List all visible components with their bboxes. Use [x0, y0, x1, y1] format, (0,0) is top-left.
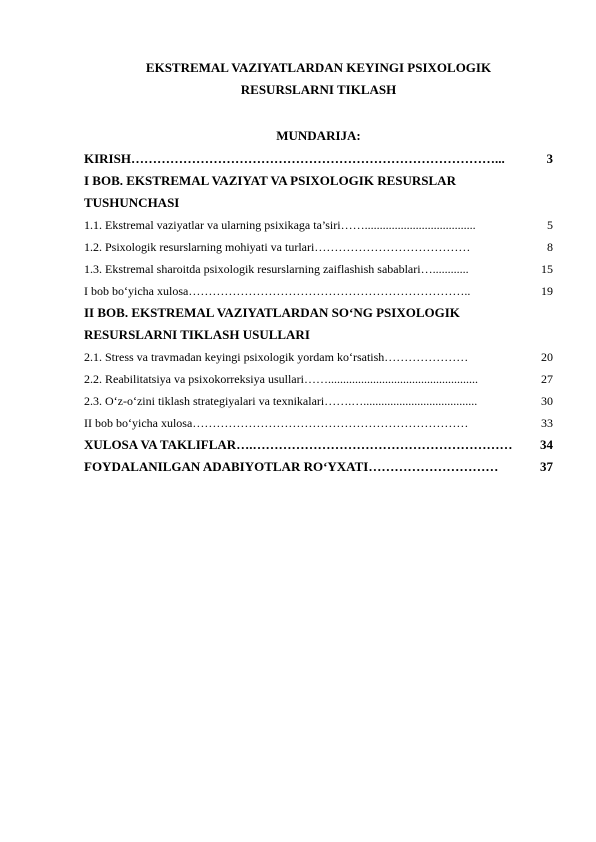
toc-entry-label: 2.3. O‘z-o‘zini tiklash strategiyalari va texnikalari [84, 394, 325, 408]
toc-entry-label: KIRISH [84, 151, 131, 166]
toc-entry-label: 1.3. Ekstremal sharoitda psixologik resurslarning zaiflashish sabablari [84, 262, 421, 276]
toc-entry-chapter-1-cont[interactable] [84, 192, 553, 214]
toc-entry-leader: …………………………………………………………… [192, 416, 469, 430]
toc-entry-label: 2.1. Stress va travmadan keyingi psixologik yordam ko‘rsatish [84, 350, 385, 364]
toc-entry-leader: ……..................................... [340, 218, 476, 232]
toc-entry-label: RESURSLARNI TIKLASH USULLARI [84, 327, 310, 342]
toc-entry-page: 5 [547, 218, 553, 232]
toc-entry-label: TUSHUNCHASI [84, 195, 180, 210]
toc-entry-chapter-1-summary[interactable] [84, 280, 553, 302]
toc-entry-label: I bob bo‘yicha xulosa [84, 284, 189, 298]
toc-entry-1-3[interactable] [84, 258, 553, 280]
toc-entry-leader: …............ [420, 262, 469, 276]
toc-entry-chapter-2-cont[interactable] [84, 324, 553, 346]
toc-entry-leader: ………………… [384, 350, 469, 364]
toc-entry-label: FOYDALANILGAN ADABIYOTLAR RO‘YXATI [84, 459, 369, 474]
toc-entry-page: 37 [540, 459, 553, 474]
toc-entry-leader: ………………………………… [314, 240, 471, 254]
toc-entry-leader: …….…...................................... [324, 394, 478, 408]
toc-entry-page: 8 [547, 240, 553, 254]
toc-entry-label: II bob bo‘yicha xulosa [84, 416, 193, 430]
toc-entry-label: 2.2. Reabilitatsiya va psixokorreksiya usullari [84, 372, 304, 386]
toc-entry-2-3[interactable] [84, 390, 553, 412]
toc-entry-leader: …………………………………………………………………………... [130, 151, 505, 166]
toc-entry-page: 34 [540, 437, 553, 452]
toc-entry-chapter-2-summary[interactable] [84, 412, 553, 434]
toc-entry-leader: …….................................................. [303, 372, 478, 386]
toc-entry-leader: …………………………………………………………….. [188, 284, 471, 298]
toc-entry-kirish[interactable] [84, 148, 553, 170]
table-of-contents [84, 148, 553, 478]
toc-entry-conclusions[interactable] [84, 434, 553, 456]
toc-entry-1-2[interactable] [84, 236, 553, 258]
contents-heading: MUNDARIJA: [276, 128, 361, 143]
toc-entry-label: II BOB. EKSTREMAL VAZIYATLARDAN SO‘NG PSIXOLOGIK [84, 305, 460, 320]
toc-entry-label: 1.2. Psixologik resurslarning mohiyati va turlari [84, 240, 315, 254]
toc-entry-chapter-2[interactable] [84, 302, 553, 324]
toc-entry-page: 3 [546, 151, 553, 166]
toc-entry-1-1[interactable] [84, 214, 553, 236]
toc-entry-chapter-1[interactable] [84, 170, 553, 192]
toc-entry-page: 20 [541, 350, 553, 364]
toc-entry-page: 27 [541, 372, 553, 386]
toc-entry-label: 1.1. Ekstremal vaziyatlar va ularning psixikaga ta’siri [84, 218, 341, 232]
toc-entry-references[interactable] [84, 456, 553, 478]
document-title-line1: EKSTREMAL VAZIYATLARDAN KEYINGI PSIXOLOGIK [145, 60, 492, 75]
toc-entry-leader: ………………………… [368, 459, 499, 474]
toc-entry-page: 30 [541, 394, 553, 408]
toc-entry-2-2[interactable] [84, 368, 553, 390]
document-title-line2: RESURSLARNI TIKLASH [240, 82, 397, 97]
toc-entry-label: I BOB. EKSTREMAL VAZIYAT VA PSIXOLOGIK RESURSLAR [84, 173, 456, 188]
toc-entry-label: XULOSA VA TAKLIFLAR [84, 437, 237, 452]
toc-entry-page: 19 [541, 284, 553, 298]
toc-entry-page: 15 [541, 262, 553, 276]
toc-entry-2-1[interactable] [84, 346, 553, 368]
toc-entry-page: 33 [541, 416, 553, 430]
toc-entry-leader: ….…………………………………………………… [236, 437, 513, 452]
